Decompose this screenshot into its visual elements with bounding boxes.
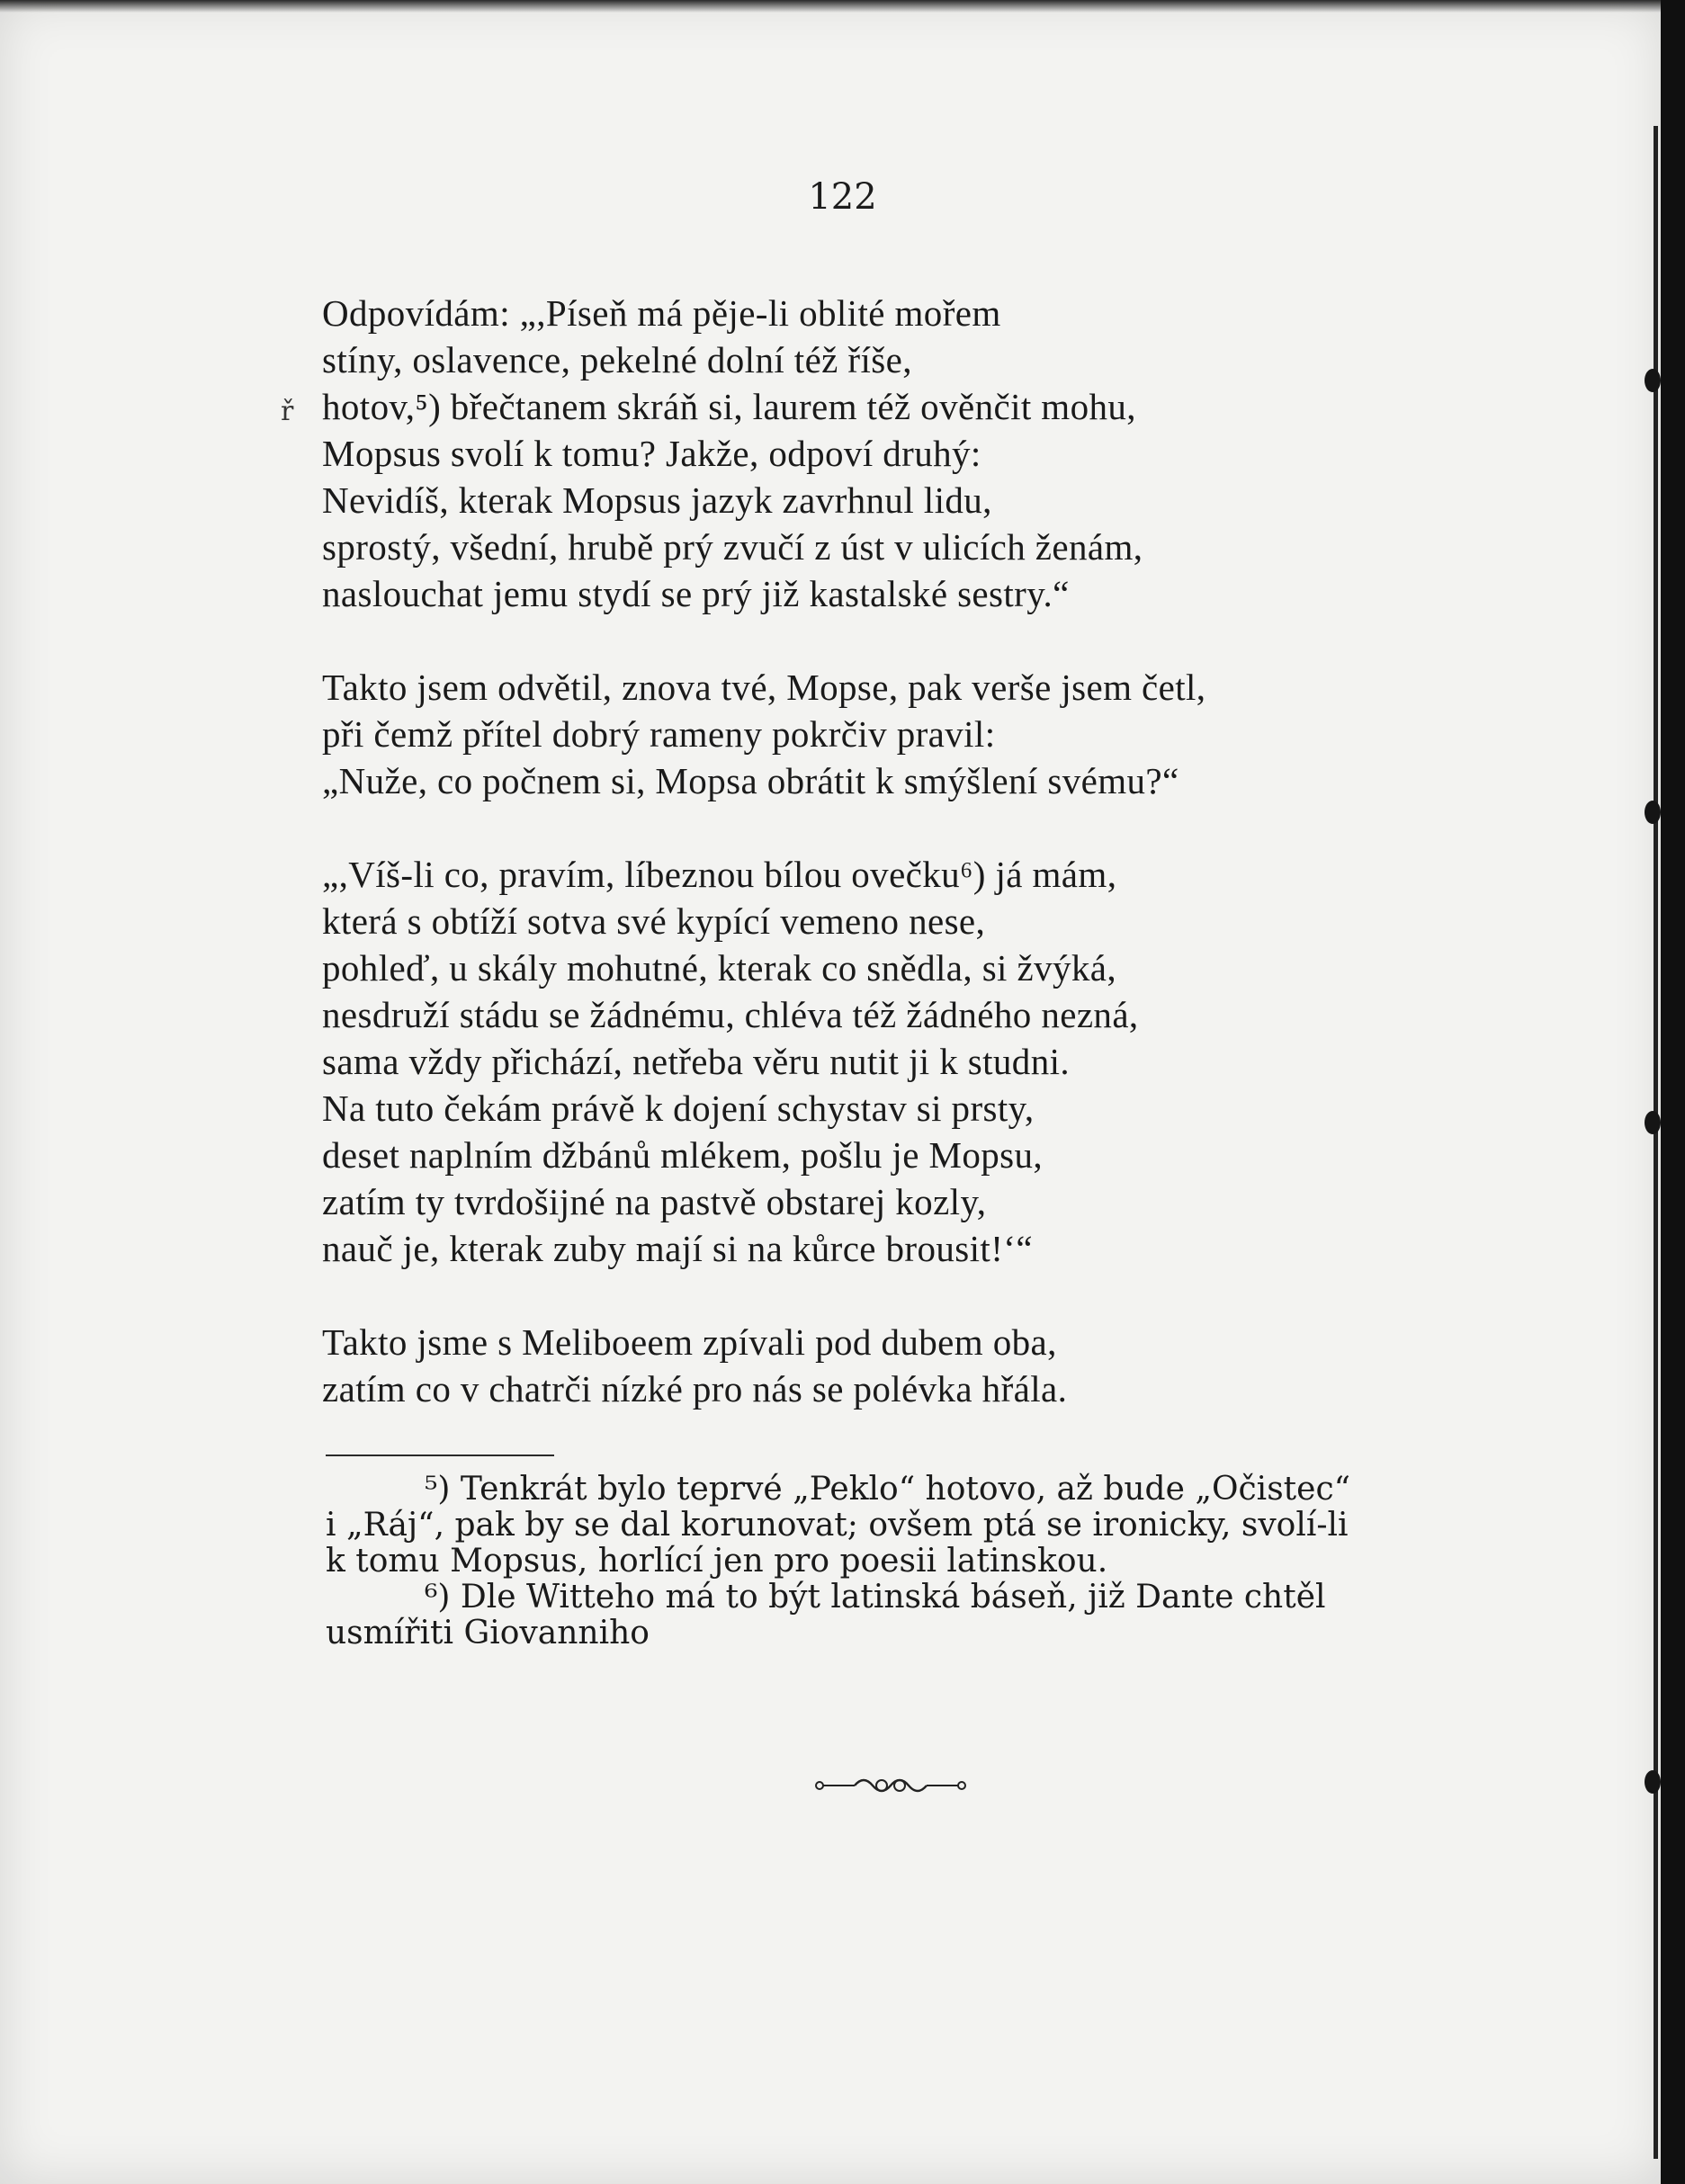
footnote-line: i „Ráj“, pak by se dal korunovat; ovšem ptá se ironicky, svolí-li [326, 1507, 1349, 1544]
verse-line: Takto jsem odvětil, znova tvé, Mopse, pak verše jsem četl, [322, 667, 1206, 708]
verse-line: pohleď, u skály mohutné, kterak co snědla, si žvýká, [322, 947, 1117, 989]
verse-line: Nevidíš, kterak Mopsus jazyk zavrhnul lidu, [322, 479, 992, 521]
stanza-4 [322, 1319, 1067, 1412]
stanza-1 [322, 290, 1143, 617]
footnotes [326, 1472, 1461, 1651]
verse-line: „,Víš-li co, pravím, líbeznou bílou ovečku⁶) já mám, [322, 854, 1117, 895]
verse-line: hotov,⁵) břečtanem skráň si, laurem též ověnčit mohu, [322, 386, 1136, 427]
ornament-icon [814, 1772, 967, 1799]
binding-knob [1645, 369, 1661, 392]
binding-knob [1645, 1111, 1661, 1134]
verse-line: Na tuto čekám právě k dojení schystav si prsty, [322, 1088, 1035, 1129]
footnote-line: usmířiti Giovanniho [326, 1615, 650, 1651]
verse-line: naslouchat jemu stydí se prý již kastalské sestry.“ [322, 573, 1070, 614]
verse-line: která s obtíží sotva své kypící vemeno nese, [322, 900, 986, 942]
stanza-2 [322, 664, 1205, 804]
binding-line [1654, 126, 1658, 2159]
stanza-3 [322, 851, 1139, 1272]
verse-line: Mopsus svolí k tomu? Jakže, odpoví druhý: [322, 433, 981, 474]
margin-mark: ř [281, 396, 294, 427]
binding-knob [1645, 801, 1661, 824]
verse-line: deset naplním džbánů mlékem, pošlu je Mopsu, [322, 1134, 1044, 1176]
verse-line: „Nuže, co počnem si, Mopsa obrátit k smýšlení svému?“ [322, 760, 1179, 801]
binding-knob [1645, 1770, 1661, 1794]
verse-line: Odpovídám: „,Píseň má pěje-li oblité mořem [322, 292, 1001, 334]
page-binding-edge [1661, 0, 1685, 2184]
verse-line: nesdruží stádu se žádnému, chléva též žádného nezná, [322, 994, 1139, 1035]
verse-line: sprostý, všední, hrubě prý zvučí z úst v ulicích ženám, [322, 526, 1143, 568]
verse-line: Takto jsme s Meliboeem zpívali pod dubem oba, [322, 1321, 1057, 1363]
footnote-line: ⁵) Tenkrát bylo teprvé „Peklo“ hotovo, až bude „Očistec“ [425, 1471, 1351, 1508]
verse-line: nauč je, kterak zuby mají si na kůrce brousit!‘“ [322, 1228, 1033, 1269]
page-number: 122 [808, 176, 877, 218]
verse-line: zatím co v chatrči nízké pro nás se polévka hřála. [322, 1368, 1068, 1410]
page-top-shadow [0, 0, 1664, 13]
footnote-line: ⁶) Dle Witteho má to být latinská báseň, již Dante chtěl [425, 1579, 1326, 1616]
footnote-divider [326, 1455, 554, 1456]
verse-line: sama vždy přichází, netřeba věru nutit ji k studni. [322, 1041, 1071, 1082]
verse-line: zatím ty tvrdošijné na pastvě obstarej kozly, [322, 1181, 987, 1222]
verse-line: při čemž přítel dobrý rameny pokrčiv pravil: [322, 713, 996, 755]
footnote-line: k tomu Mopsus, horlící jen pro poesii latinskou. [326, 1543, 1108, 1580]
verse-line: stíny, oslavence, pekelné dolní též říše, [322, 339, 912, 380]
